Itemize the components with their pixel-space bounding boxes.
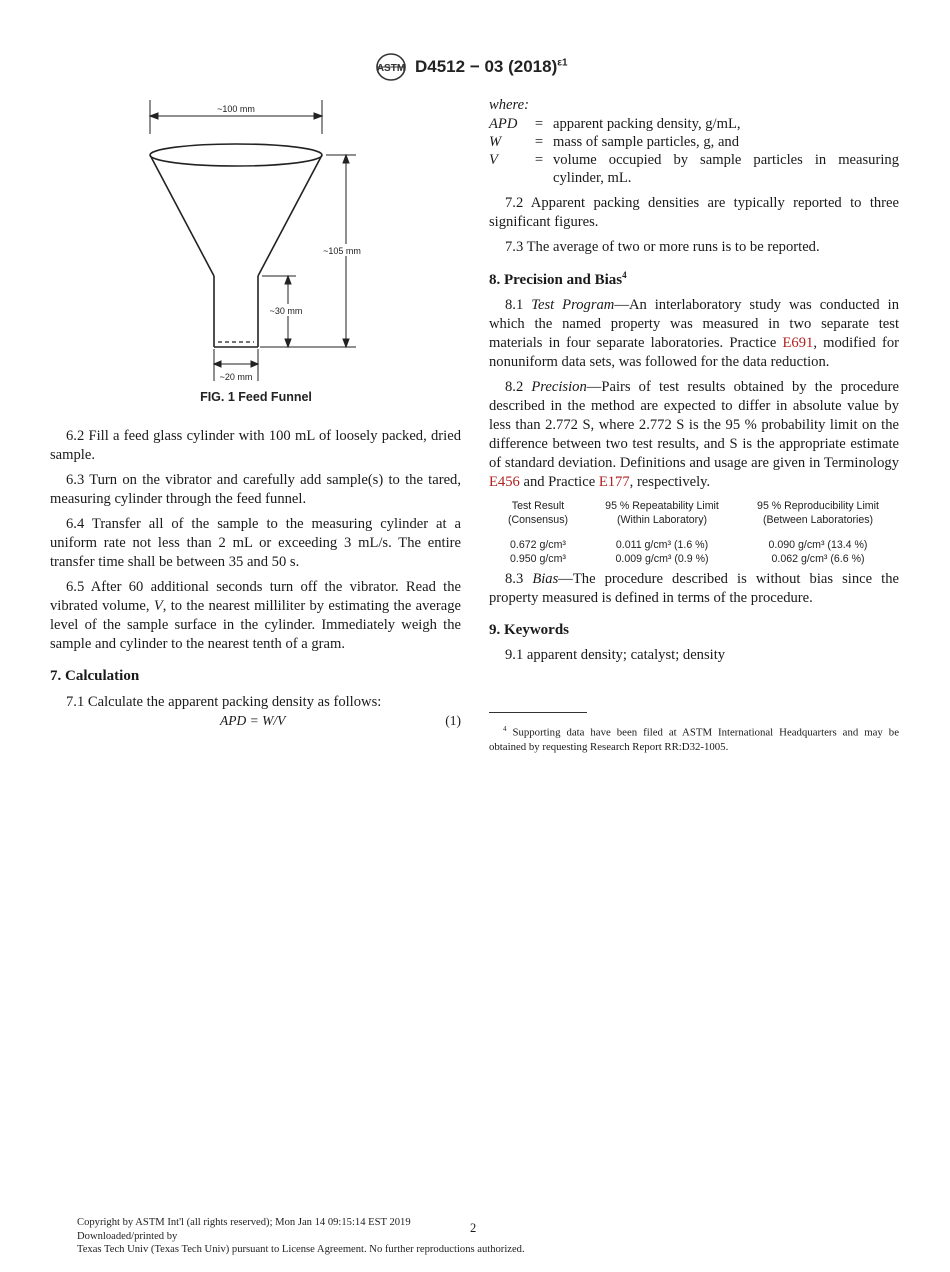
document-designation (415, 57, 568, 77)
definition-text: volume occupied by sample particles in measuring cylinder, mL. (553, 152, 899, 186)
where-label: where: (489, 97, 529, 113)
astm-logo-icon (373, 52, 409, 82)
right-column (489, 96, 899, 665)
table-cell: 0.009 g/cm³ (0.9 %) (615, 553, 709, 565)
paragraph-6-5: 6.5 After 60 additional seconds turn off the vibrator. Read the vibrated volume, V, to the nearest milliliter by estimating the average level of the sample surface in the cylinder. Immediately weigh the sample and cylinder to the nearest tenth of a gram. (50, 579, 461, 652)
funnel-right-wall (258, 155, 322, 276)
definition-symbol: V (489, 152, 498, 168)
paragraph-6-3: 6.3 Turn on the vibrator and carefully add sample(s) to the tared, measuring cylinder through the feed funnel. (50, 472, 461, 507)
equation-number: (1) (445, 713, 461, 728)
page-footer (77, 1216, 677, 1257)
designation-superscript: ε1 (557, 57, 568, 69)
table-header-cell: Test Result (Consensus) (507, 500, 569, 526)
designation-text: D4512 − 03 (2018) (415, 57, 558, 76)
paragraph-8-3: 8.3 Bias—The procedure described is without bias since the property measured is defined in terms of the procedure. (489, 571, 900, 606)
paragraph-7-2: 7.2 Apparent packing densities are typically reported to three significant figures. (489, 195, 899, 230)
dim-top-label: ~100 mm (217, 104, 255, 114)
logo-text: ASTM (376, 63, 406, 74)
figure-caption: FIG. 1 Feed Funnel (200, 390, 312, 404)
table-cell: 0.090 g/cm³ (13.4 %) (768, 539, 868, 551)
definition-text: mass of sample particles, g, and (553, 134, 740, 150)
paragraph-6-4: 6.4 Transfer all of the sample to the measuring cylinder at a uniform rate not less than 2 mL or exceeding 3 mL/s. The entire transfer time shall be between 35 and 50 s. (50, 516, 461, 570)
footer-downloaded: Downloaded/printed by (77, 1230, 178, 1242)
table-header-cell: 95 % Repeatability Limit (Within Laboratory) (605, 500, 719, 526)
footnote-rule (489, 712, 587, 713)
link-e691[interactable]: E691 (782, 335, 814, 351)
funnel-rim (150, 144, 322, 166)
table-header-cell: 95 % Reproducibility Limit (Between Laboratories) (757, 500, 879, 526)
table-row (489, 552, 899, 566)
table-cell: 0.950 g/cm³ (510, 553, 566, 565)
table-row (489, 527, 899, 552)
equation-text: APD = W/V (220, 713, 286, 728)
precision-table (489, 499, 899, 566)
definition-text: apparent packing density, g/mL, (553, 116, 741, 132)
dim-stem-label: ~30 mm (269, 306, 303, 316)
definition-symbol: APD (489, 116, 518, 132)
footer-license: Texas Tech Univ (Texas Tech Univ) pursuant to License Agreement. No further reproductions authorized. (77, 1244, 525, 1255)
left-column (50, 427, 461, 733)
paragraph-6-2: 6.2 Fill a feed glass cylinder with 100 mL of loosely packed, dried sample. (50, 428, 461, 463)
paragraph-9-1: 9.1 apparent density; catalyst; density (505, 647, 726, 663)
table-cell: 0.672 g/cm³ (510, 539, 566, 551)
section-7-heading: 7. Calculation (50, 668, 140, 684)
table-header-row (489, 499, 899, 527)
link-e456[interactable]: E456 (489, 474, 520, 490)
footnote-4: $^4$ Supporting data have been filed at ASTM International Headquarters and may be obtained by requesting Research Report RR:D32-1005. (489, 725, 899, 753)
definition-row (489, 115, 899, 133)
table-cell: 0.062 g/cm³ (6.6 %) (771, 553, 865, 565)
page-header (0, 52, 950, 86)
definition-symbol: W (489, 134, 502, 150)
feed-funnel-figure (140, 96, 370, 386)
dim-height-label: ~105 mm (323, 246, 361, 256)
paragraph-7-3: 7.3 The average of two or more runs is to be reported. (505, 239, 820, 255)
definition-equals: = (534, 134, 544, 150)
section-9-heading: 9. Keywords (489, 622, 569, 638)
definition-equals: = (534, 152, 544, 168)
link-e177[interactable]: E177 (598, 474, 630, 490)
dim-bottom-label: ~20 mm (219, 372, 253, 382)
funnel-left-wall (150, 155, 214, 276)
table-cell: 0.011 g/cm³ (1.6 %) (615, 539, 709, 551)
definition-equals: = (534, 116, 544, 132)
definition-row (489, 133, 899, 151)
section-8-heading: 8. Precision and Bias$^4$ (489, 270, 627, 288)
page-number: 2 (470, 1221, 477, 1235)
paragraph-7-1: 7.1 Calculate the apparent packing density as follows: (66, 694, 382, 710)
definitions-list (489, 115, 899, 187)
definition-row (489, 151, 899, 187)
footer-copyright: Copyright by ASTM Int'l (all rights reserved); Mon Jan 14 09:15:14 EST 2019 (77, 1217, 411, 1228)
paragraph-8-1: 8.1 Test Program—An interlaboratory study was conducted in which the named property was measured in two separate test materials in four separate laboratories. Practice E691, modified for nonuniform data sets, was followed for the data reduction. (489, 297, 900, 370)
equation-1 (50, 713, 461, 733)
paragraph-8-2: 8.2 Precision—Pairs of test results obtained by the procedure described in the method are expected to differ in absolute value by less than 2.772 S, where 2.772 S is the 95 % probability limit on the difference between two test results, and S is the appropriate estimate of standard deviation. Definitions and usage are given in Terminology E456 and Practice E177, respectively. (489, 379, 900, 490)
